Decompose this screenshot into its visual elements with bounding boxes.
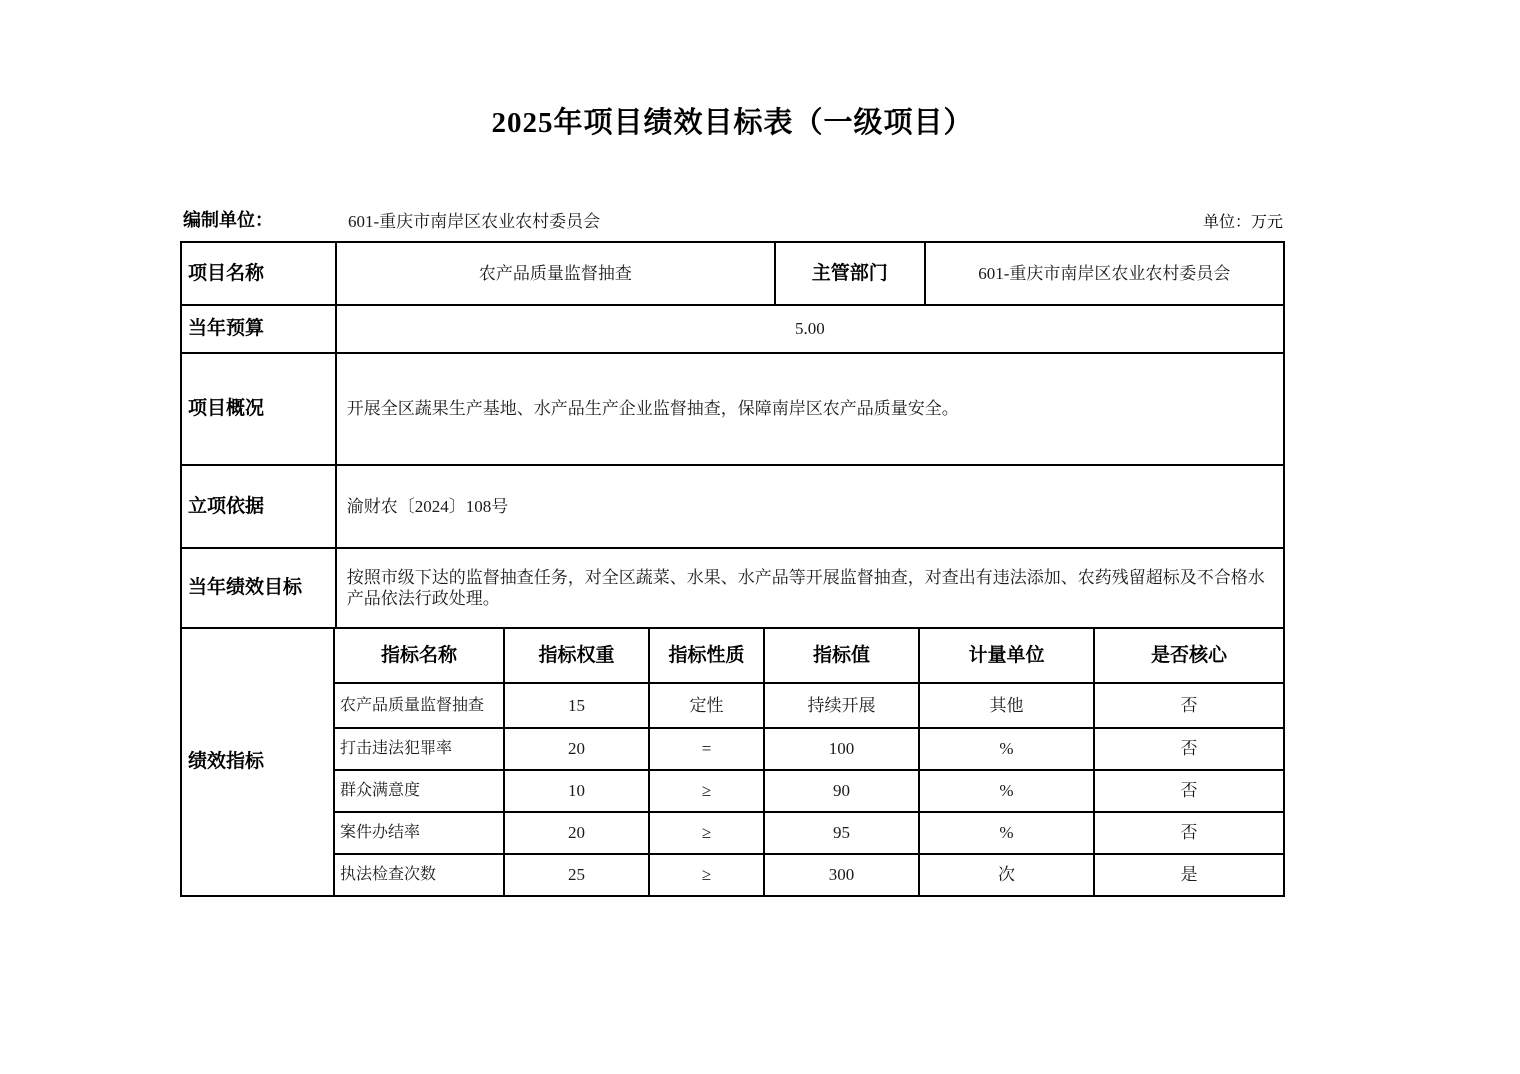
indicator-cell-value: 300 xyxy=(765,855,920,897)
indicator-section xyxy=(182,629,1285,897)
indicator-cell-unit: % xyxy=(920,729,1095,771)
table-row-basis xyxy=(182,466,1285,549)
prepared-by-label: 编制单位： xyxy=(183,210,273,230)
table-row-budget xyxy=(182,306,1285,354)
dept-label: 主管部门 xyxy=(776,243,926,306)
indicator-cell-name: 案件办结率 xyxy=(335,813,505,855)
indicators-label: 绩效指标 xyxy=(182,629,335,897)
indicator-cell-nature: ≥ xyxy=(650,813,765,855)
indicator-cell-core: 否 xyxy=(1095,729,1285,771)
indicator-cell-nature: = xyxy=(650,729,765,771)
overview-value: 开展全区蔬果生产基地、水产品生产企业监督抽查，保障南岸区农产品质量安全。 xyxy=(337,354,1285,466)
indicator-cell-nature: ≥ xyxy=(650,855,765,897)
project-name-value: 农产品质量监督抽查 xyxy=(337,243,776,306)
indicator-row xyxy=(335,771,1285,813)
performance-target-table xyxy=(180,241,1285,897)
indicator-cell-core: 否 xyxy=(1095,813,1285,855)
indicator-header-value: 指标值 xyxy=(765,629,920,684)
indicator-cell-value: 持续开展 xyxy=(765,684,920,729)
indicator-cell-unit: % xyxy=(920,771,1095,813)
indicator-cell-value: 90 xyxy=(765,771,920,813)
dept-value: 601-重庆市南岸区农业农村委员会 xyxy=(926,243,1285,306)
indicator-cell-value: 100 xyxy=(765,729,920,771)
prepared-by-value: 601-重庆市南岸区农业农村委员会 xyxy=(348,212,601,231)
indicator-header-weight: 指标权重 xyxy=(505,629,650,684)
indicator-cell-unit: 其他 xyxy=(920,684,1095,729)
indicator-cell-core: 否 xyxy=(1095,684,1285,729)
indicator-cell-core: 否 xyxy=(1095,771,1285,813)
indicator-header-core: 是否核心 xyxy=(1095,629,1285,684)
overview-label: 项目概况 xyxy=(182,354,337,466)
indicator-cell-weight: 10 xyxy=(505,771,650,813)
indicator-cell-name: 执法检查次数 xyxy=(335,855,505,897)
indicator-cell-unit: 次 xyxy=(920,855,1095,897)
indicator-cell-core: 是 xyxy=(1095,855,1285,897)
indicator-cell-nature: ≥ xyxy=(650,771,765,813)
indicator-cell-value: 95 xyxy=(765,813,920,855)
indicator-cell-nature: 定性 xyxy=(650,684,765,729)
document-page xyxy=(180,100,1285,897)
indicator-cell-name: 群众满意度 xyxy=(335,771,505,813)
basis-value: 渝财农〔2024〕108号 xyxy=(337,466,1285,549)
indicator-row xyxy=(335,813,1285,855)
project-name-label: 项目名称 xyxy=(182,243,337,306)
unit-note: 单位：万元 xyxy=(1202,214,1283,231)
indicator-cell-weight: 20 xyxy=(505,813,650,855)
page-title: 2025年项目绩效目标表（一级项目） xyxy=(491,107,974,139)
table-row-goal xyxy=(182,549,1285,629)
indicator-row xyxy=(335,855,1285,897)
indicator-cell-unit: % xyxy=(920,813,1095,855)
indicator-cell-name: 打击违法犯罪率 xyxy=(335,729,505,771)
indicator-cell-weight: 20 xyxy=(505,729,650,771)
budget-label: 当年预算 xyxy=(182,306,337,354)
indicator-row xyxy=(335,729,1285,771)
indicator-row xyxy=(335,684,1285,729)
basis-label: 立项依据 xyxy=(182,466,337,549)
budget-value: 5.00 xyxy=(337,306,1285,354)
goal-value: 按照市级下达的监督抽查任务，对全区蔬菜、水果、水产品等开展监督抽查，对查出有违法添加、农药残留超标及不合格水产品依法行政处理。 xyxy=(337,549,1285,629)
indicator-cell-weight: 15 xyxy=(505,684,650,729)
indicator-cell-weight: 25 xyxy=(505,855,650,897)
indicator-header-row xyxy=(335,629,1285,684)
table-row-project xyxy=(182,243,1285,306)
goal-label: 当年绩效目标 xyxy=(182,549,337,629)
indicator-header-nature: 指标性质 xyxy=(650,629,765,684)
meta-row xyxy=(180,204,1285,238)
indicator-subtable xyxy=(335,629,1285,897)
indicator-header-name: 指标名称 xyxy=(335,629,505,684)
indicator-header-unit: 计量单位 xyxy=(920,629,1095,684)
indicator-cell-name: 农产品质量监督抽查 xyxy=(335,684,505,729)
table-row-overview xyxy=(182,354,1285,466)
